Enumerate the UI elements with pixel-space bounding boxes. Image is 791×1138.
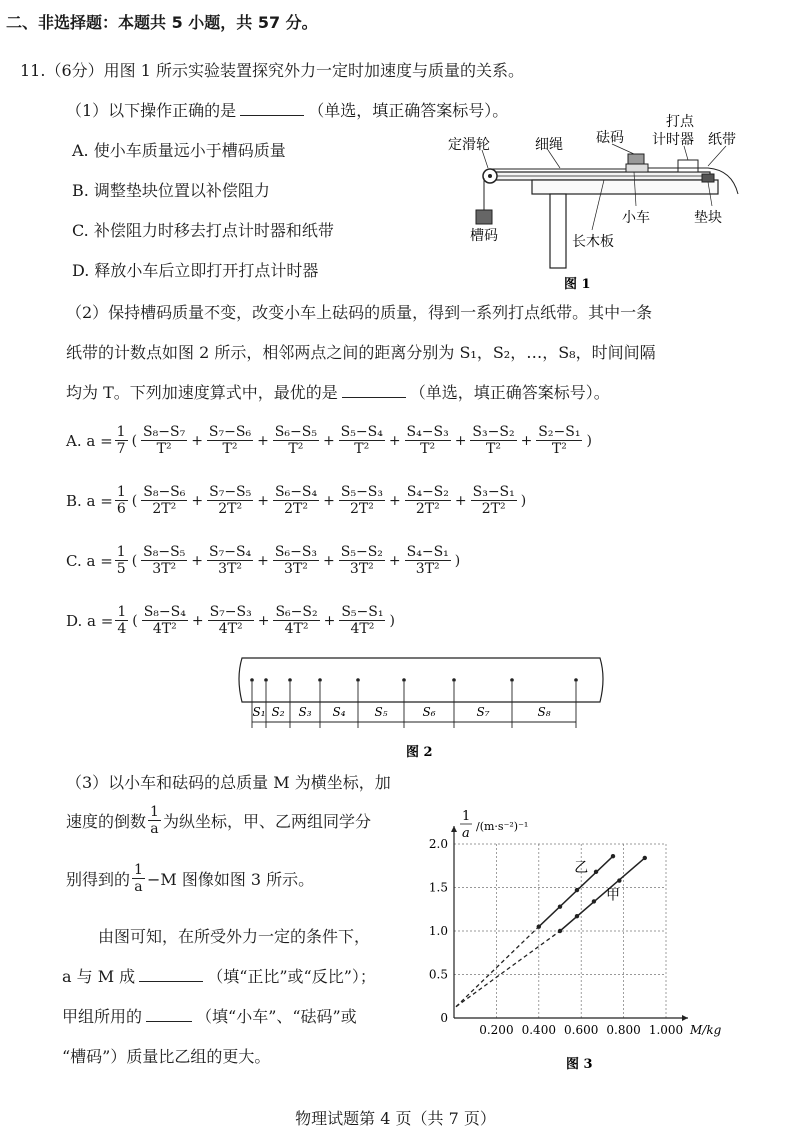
data-point bbox=[617, 878, 621, 882]
plus-sign: + bbox=[191, 612, 204, 629]
pulley-axle bbox=[488, 174, 492, 178]
tape-dot bbox=[574, 678, 578, 682]
term-den: 4T² bbox=[152, 621, 177, 637]
formula-term bbox=[207, 424, 253, 457]
figure1-apparatus bbox=[440, 108, 750, 296]
term-num: S₇−S₄ bbox=[209, 544, 252, 560]
part1-stem-b: （单选，填正确答案标号）。 bbox=[308, 101, 509, 120]
x-tick-label: 0.400 bbox=[521, 1023, 556, 1037]
plus-sign: + bbox=[389, 492, 401, 509]
data-point bbox=[594, 870, 598, 874]
term-den: 3T² bbox=[284, 561, 308, 577]
part2-answer-blank[interactable] bbox=[342, 381, 406, 398]
term-den: 4T² bbox=[350, 621, 375, 637]
term-den: 4T² bbox=[284, 621, 309, 637]
part3-line5-b: （填“正比”或“反比”）； bbox=[207, 967, 376, 986]
y-tick-label: 2.0 bbox=[428, 837, 448, 851]
term-den: T² bbox=[288, 441, 304, 457]
plus-sign: + bbox=[257, 492, 269, 509]
part3-line6-a: 甲组所用的 bbox=[62, 1007, 143, 1026]
part3-line4: 由图可知，在所受外力一定的条件下， bbox=[98, 927, 371, 946]
term-den: 4T² bbox=[218, 621, 243, 637]
term-den: 2T² bbox=[218, 501, 243, 517]
tape-dot bbox=[402, 678, 406, 682]
formula-term bbox=[141, 484, 187, 517]
label-timer-top: 打点 bbox=[666, 114, 694, 130]
y-label-num: 1 bbox=[462, 809, 471, 824]
cart-icon bbox=[626, 164, 648, 172]
term-den: 2T² bbox=[481, 501, 506, 517]
part3-line7: “槽码”）质量比乙组的更大。 bbox=[62, 1047, 271, 1066]
x-tick-label: 0.200 bbox=[479, 1023, 514, 1037]
label-tape: 纸带 bbox=[708, 132, 736, 148]
term-den: 2T² bbox=[415, 501, 440, 517]
formula-term bbox=[273, 544, 319, 577]
formula-term bbox=[207, 484, 253, 517]
formula-coefficient bbox=[115, 544, 128, 577]
part3-line1: （3）以小车和砝码的总质量 M 为横坐标，加 bbox=[66, 773, 391, 792]
paren-open: ( bbox=[132, 612, 138, 629]
formula-term bbox=[339, 604, 385, 637]
label-rope: 细绳 bbox=[535, 137, 563, 153]
formula-label: C. a = bbox=[66, 551, 113, 570]
figure3-caption: 图 3 bbox=[566, 1057, 593, 1072]
coef-den: 7 bbox=[116, 441, 126, 457]
coef-den: 6 bbox=[116, 501, 126, 517]
plus-sign: + bbox=[322, 432, 335, 449]
plus-sign: + bbox=[388, 432, 401, 449]
formula-option-d bbox=[66, 604, 397, 637]
tape-dot bbox=[288, 678, 292, 682]
term-den: 3T² bbox=[415, 561, 440, 577]
plus-sign: + bbox=[191, 552, 204, 569]
x-tick-label: 1.000 bbox=[648, 1023, 684, 1037]
leader-timer bbox=[684, 146, 688, 160]
part1-option-a: A. 使小车质量远小于槽码质量 bbox=[72, 141, 286, 160]
part3-answer-blank-1[interactable] bbox=[139, 965, 203, 982]
figure1-caption: 图 1 bbox=[564, 277, 591, 292]
term-num: S₃−S₁ bbox=[472, 484, 515, 500]
term-num: S₂−S₁ bbox=[538, 424, 581, 440]
label-block: 垫块 bbox=[694, 210, 722, 226]
formula-term bbox=[142, 604, 188, 637]
term-den: T² bbox=[156, 441, 172, 457]
term-num: S₆−S₅ bbox=[274, 424, 317, 440]
part3-line3-b: −M 图像如图 3 所示。 bbox=[146, 870, 315, 889]
formula-label: A. a = bbox=[66, 431, 113, 450]
term-den: T² bbox=[222, 441, 238, 457]
term-den: T² bbox=[354, 441, 370, 457]
part2-line2: 纸带的计数点如图 2 所示，相邻两点之间的距离分别为 S₁，S₂，…，S₈，时间间隔 bbox=[66, 343, 656, 362]
series-extrapolation-1 bbox=[456, 931, 560, 1007]
segment-label: S₆ bbox=[422, 705, 436, 719]
term-num: S₄−S₃ bbox=[406, 424, 449, 440]
term-num: S₆−S₂ bbox=[275, 604, 318, 620]
term-num: S₆−S₄ bbox=[274, 484, 318, 500]
x-axis-arrow bbox=[682, 1015, 688, 1021]
part3-line2 bbox=[66, 804, 371, 837]
formula-term bbox=[273, 484, 319, 517]
formula-term bbox=[339, 484, 385, 517]
hanging-weight-icon bbox=[476, 210, 492, 224]
y-unit: /(m·s⁻²)⁻¹ bbox=[476, 820, 529, 833]
tape-dot bbox=[356, 678, 360, 682]
formula-coefficient bbox=[115, 484, 128, 517]
x-tick-label: 0.800 bbox=[606, 1023, 641, 1037]
coef-num: 1 bbox=[117, 604, 127, 620]
reciprocal-fraction bbox=[148, 804, 161, 837]
formula-coefficient bbox=[115, 604, 128, 637]
term-den: 2T² bbox=[350, 501, 374, 517]
segment-label: S₈ bbox=[537, 705, 551, 719]
part2-line3 bbox=[66, 380, 610, 403]
term-den: 3T² bbox=[218, 561, 243, 577]
leader-tape bbox=[708, 146, 726, 166]
term-den: 2T² bbox=[284, 501, 308, 517]
formula-term bbox=[470, 424, 516, 457]
weight-on-cart-icon bbox=[628, 154, 644, 164]
term-num: S₈−S₄ bbox=[143, 604, 186, 620]
formula-term bbox=[273, 604, 319, 637]
formula-option-c bbox=[66, 544, 462, 577]
paren-close: ) bbox=[520, 492, 527, 509]
term-num: S₈−S₅ bbox=[143, 544, 186, 560]
paren-open: ( bbox=[131, 552, 138, 569]
term-num: S₄−S₂ bbox=[406, 484, 449, 500]
term-den: 3T² bbox=[152, 561, 177, 577]
plus-sign: + bbox=[388, 552, 401, 569]
formula-term bbox=[208, 604, 254, 637]
term-num: S₅−S₄ bbox=[340, 424, 383, 440]
part3-line5 bbox=[62, 964, 376, 987]
term-num: S₄−S₁ bbox=[406, 544, 449, 560]
label-timer-bottom: 计时器 bbox=[652, 132, 694, 148]
formula-term bbox=[339, 424, 385, 457]
tape-dot bbox=[264, 678, 268, 682]
frac2-num: 1 bbox=[134, 862, 143, 878]
plus-sign: + bbox=[257, 552, 269, 569]
part3-line3-a: 别得到的 bbox=[66, 870, 131, 889]
frac-den: a bbox=[150, 821, 159, 837]
y-tick-label: 1.0 bbox=[428, 924, 448, 938]
table-top bbox=[532, 180, 718, 194]
label-board: 长木板 bbox=[572, 234, 614, 250]
reciprocal-fraction-2 bbox=[132, 862, 145, 895]
figure2-tape bbox=[232, 652, 608, 764]
segment-label: S₅ bbox=[374, 705, 388, 719]
part3-line6 bbox=[62, 1004, 357, 1027]
x-label: M/kg bbox=[690, 1023, 722, 1037]
data-point bbox=[611, 854, 615, 858]
label-hanging: 槽码 bbox=[470, 228, 498, 244]
term-num: S₇−S₆ bbox=[208, 424, 252, 440]
data-point bbox=[575, 888, 579, 892]
term-num: S₆−S₃ bbox=[274, 544, 318, 560]
plus-sign: + bbox=[191, 492, 204, 509]
part3-line2-b: 为纵坐标，甲、乙两组同学分 bbox=[162, 812, 371, 831]
frac-num: 1 bbox=[150, 804, 159, 820]
paren-open: ( bbox=[131, 492, 138, 509]
plus-sign: + bbox=[454, 492, 467, 509]
formula-term bbox=[141, 424, 187, 457]
plus-sign: + bbox=[323, 492, 335, 509]
chart-layer bbox=[429, 826, 688, 1037]
term-num: S₇−S₃ bbox=[209, 604, 252, 620]
part1-answer-blank[interactable] bbox=[240, 99, 304, 116]
data-point bbox=[643, 856, 647, 860]
formula-label: B. a = bbox=[66, 491, 113, 510]
series-label-yi: 乙 bbox=[574, 859, 589, 876]
part1-option-c: C. 补偿阻力时移去打点计时器和纸带 bbox=[72, 221, 334, 240]
table-leg bbox=[550, 194, 566, 268]
label-pulley: 定滑轮 bbox=[448, 137, 490, 153]
term-den: T² bbox=[551, 441, 567, 457]
timer-icon bbox=[678, 160, 698, 172]
formula-term bbox=[536, 424, 582, 457]
term-den: T² bbox=[486, 441, 501, 457]
y-tick-label: 0.5 bbox=[428, 967, 448, 982]
y-tick-label: 1.5 bbox=[428, 880, 448, 895]
paren-close: ) bbox=[454, 552, 461, 569]
term-num: S₈−S₇ bbox=[143, 424, 186, 440]
part3-line2-a: 速度的倒数 bbox=[66, 812, 147, 831]
coef-num: 1 bbox=[116, 484, 126, 500]
formula-coefficient bbox=[115, 424, 128, 457]
tape-strip bbox=[239, 658, 603, 702]
formula-option-b bbox=[66, 484, 528, 517]
series-label-jia: 甲 bbox=[606, 887, 620, 904]
plus-sign: + bbox=[520, 432, 533, 449]
term-den: 2T² bbox=[152, 501, 177, 517]
term-num: S₃−S₂ bbox=[472, 424, 515, 440]
data-point bbox=[592, 899, 596, 903]
label-cart: 小车 bbox=[622, 210, 650, 226]
segment-label: S₇ bbox=[476, 705, 490, 719]
formula-term bbox=[339, 544, 385, 577]
term-num: S₅−S₂ bbox=[340, 544, 383, 560]
formula-term bbox=[471, 484, 517, 517]
term-num: S₅−S₃ bbox=[340, 484, 383, 500]
part2-line1: （2）保持槽码质量不变，改变小车上砝码的质量，得到一系列打点纸带。其中一条 bbox=[66, 303, 653, 322]
term-den: 3T² bbox=[349, 561, 374, 577]
coef-den: 5 bbox=[116, 561, 126, 577]
formula-label: D. a = bbox=[66, 611, 114, 630]
part3-answer-blank-2[interactable] bbox=[146, 1005, 192, 1022]
plus-sign: + bbox=[323, 552, 335, 569]
page-footer: 物理试题第 4 页（共 7 页） bbox=[295, 1109, 496, 1128]
segment-label: S₁ bbox=[252, 705, 266, 719]
formula-term bbox=[405, 484, 451, 517]
y-axis-arrow bbox=[451, 826, 457, 832]
term-num: S₈−S₆ bbox=[143, 484, 186, 500]
label-weight: 砝码 bbox=[596, 130, 624, 146]
coef-den: 4 bbox=[117, 621, 127, 637]
plus-sign: + bbox=[454, 432, 467, 449]
plus-sign: + bbox=[323, 612, 336, 629]
tape-dot bbox=[452, 678, 456, 682]
term-den: T² bbox=[420, 441, 436, 457]
x-tick-label: 0.600 bbox=[564, 1023, 599, 1037]
segment-label: S₃ bbox=[298, 705, 312, 719]
paren-open: ( bbox=[131, 432, 138, 449]
figure2-caption: 图 2 bbox=[406, 745, 433, 760]
y-label-den: a bbox=[462, 826, 470, 841]
term-num: S₇−S₅ bbox=[209, 484, 252, 500]
series-extrapolation-0 bbox=[456, 927, 539, 1007]
data-point bbox=[575, 914, 579, 918]
frac2-den: a bbox=[134, 879, 143, 895]
data-point bbox=[558, 904, 562, 908]
part1-option-b: B. 调整垫块位置以补偿阻力 bbox=[72, 181, 270, 200]
part3-line5-a: a 与 M 成 bbox=[62, 967, 136, 986]
segment-label: S₂ bbox=[271, 705, 285, 719]
formula-term bbox=[273, 424, 319, 457]
segment-label: S₄ bbox=[332, 705, 346, 719]
paren-close: ) bbox=[586, 432, 592, 449]
formula-option-a bbox=[66, 424, 594, 457]
formula-term bbox=[141, 544, 187, 577]
part2-line3-b: （单选，填正确答案标号）。 bbox=[409, 383, 610, 402]
plus-sign: + bbox=[257, 432, 269, 449]
formula-term bbox=[207, 544, 253, 577]
data-point bbox=[537, 924, 541, 928]
part3-line6-b: （填“小车”、“砝码”或 bbox=[196, 1007, 357, 1026]
tape-dot bbox=[318, 678, 322, 682]
figure3-chart bbox=[420, 800, 760, 1078]
data-point bbox=[558, 929, 562, 933]
plus-sign: + bbox=[191, 432, 203, 449]
part1-option-d: D. 释放小车后立即打开打点计时器 bbox=[72, 261, 319, 280]
term-num: S₅−S₁ bbox=[341, 604, 384, 620]
formula-term bbox=[405, 544, 451, 577]
y-tick-label: 0 bbox=[440, 1011, 448, 1025]
formula-term bbox=[405, 424, 451, 457]
plus-sign: + bbox=[257, 612, 270, 629]
coef-num: 1 bbox=[116, 424, 126, 440]
paren-close: ) bbox=[389, 612, 395, 629]
tape-dot bbox=[250, 678, 254, 682]
section-heading: 二、非选择题：本题共 5 小题，共 57 分。 bbox=[6, 13, 318, 32]
tape-dot bbox=[510, 678, 514, 682]
coef-num: 1 bbox=[116, 544, 126, 560]
part3-line3 bbox=[66, 862, 314, 895]
wedge-block-icon bbox=[702, 174, 714, 182]
question-title: 11.（6分）用图 1 所示实验装置探究外力一定时加速度与质量的关系。 bbox=[20, 61, 524, 80]
part2-line3-a: 均为 T。下列加速度算式中，最优的是 bbox=[66, 383, 338, 402]
part1-stem-a: （1）以下操作正确的是 bbox=[66, 101, 237, 120]
